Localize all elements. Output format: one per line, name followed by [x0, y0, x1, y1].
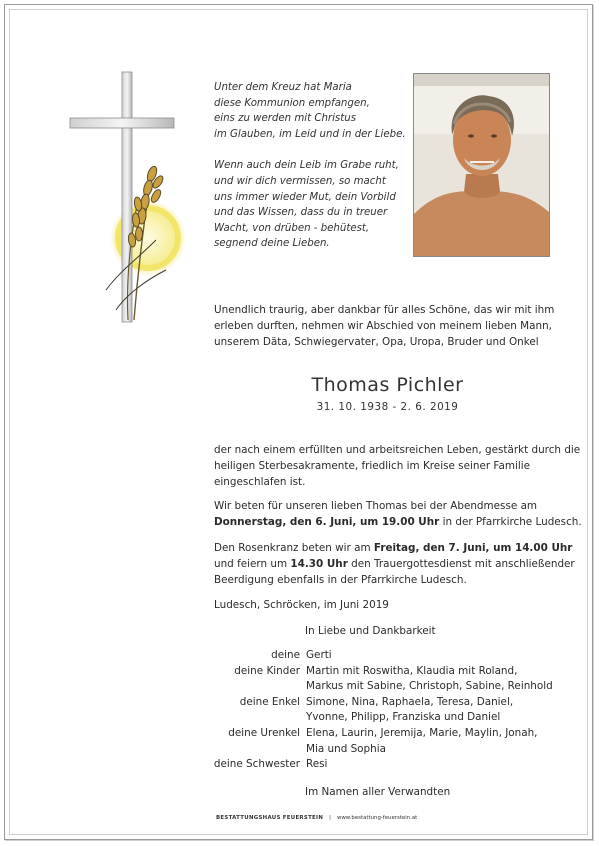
family-names	[306, 757, 580, 773]
rosary-date: Freitag, den 7. Juni, um 14.00 Uhr	[373, 542, 573, 554]
closing-phrase	[305, 623, 599, 639]
family-name-line: Martin mit Roswitha, Klaudia mit Roland,	[306, 664, 518, 677]
footer	[216, 815, 417, 821]
family-role: deine Schwester	[213, 758, 300, 771]
family-name-line: Markus mit Sabine, Christoph, Sabine, Reinhold	[306, 680, 553, 693]
poem-line: und wir dich vermissen, so macht	[214, 175, 386, 187]
cross-wheat-icon	[66, 70, 216, 340]
mass-location: in der Pfarrkirche Ludesch.	[439, 516, 582, 528]
text-line: Im Namen aller Verwandten	[305, 786, 451, 798]
text-line: der nach einem erfüllten und arbeitsreichen Leben, gestärkt durch die	[214, 444, 581, 456]
poem-line: eins zu werden mit Christus	[214, 113, 357, 125]
family-row	[200, 757, 580, 773]
portrait-photo	[413, 73, 550, 257]
poem-stanza-1	[214, 80, 404, 142]
relatives-phrase	[305, 784, 599, 800]
family-name-line: Yvonne, Philipp, Franziska und Daniel	[306, 711, 501, 724]
family-names	[306, 726, 580, 757]
family-name-line: Resi	[306, 758, 328, 771]
text-line: heiligen Sterbesakramente, friedlich im Kreise seiner Familie	[214, 460, 530, 472]
text-line	[214, 540, 574, 556]
family-list	[200, 648, 580, 773]
website-link[interactable]: www.bestattung-feuerstein.at	[336, 815, 418, 821]
text-line: Beerdigung ebenfalls in der Pfarrkirche Ludesch.	[214, 574, 467, 586]
poem-line: und das Wissen, dass du in treuer	[214, 207, 388, 219]
service-time: 14.30 Uhr	[290, 558, 348, 570]
text-line: In Liebe und Dankbarkeit	[305, 625, 436, 637]
poem-line: segnend deine Lieben.	[214, 238, 330, 250]
family-row	[200, 726, 580, 757]
funeral-home-name: BESTATTUNGSHAUS FEUERSTEIN	[216, 815, 324, 821]
family-row	[200, 664, 580, 695]
funeral-paragraph	[214, 540, 574, 588]
footer-separator: |	[329, 815, 331, 821]
passing-paragraph	[214, 442, 581, 490]
poem-line: Wacht, von drüben - behütest,	[214, 222, 370, 234]
poem-line: im Glauben, im Leid und in der Liebe.	[214, 128, 406, 140]
life-dates: 31. 10. 1938 - 2. 6. 2019	[316, 401, 459, 413]
service-details: den Trauergottesdienst mit anschließender	[347, 558, 575, 570]
family-row	[200, 648, 580, 664]
evening-mass-paragraph	[214, 498, 582, 530]
poem-line: Wenn auch dein Leib im Grabe ruht,	[214, 160, 399, 172]
place-date	[214, 597, 574, 613]
portrait-image	[414, 74, 550, 257]
family-role: deine Kinder	[234, 664, 300, 677]
family-name-line: Gerti	[306, 649, 332, 661]
text-line: eingeschlafen ist.	[214, 476, 306, 488]
intro-line: Unendlich traurig, aber dankbar für alles Schöne, das wir mit ihm	[214, 304, 555, 316]
memorial-poem	[214, 80, 404, 268]
text-line	[214, 556, 574, 572]
deceased-name: Thomas Pichler	[311, 374, 464, 396]
family-role: deine Urenkel	[228, 726, 300, 739]
text-line	[214, 514, 582, 530]
family-names	[306, 648, 580, 664]
intro-line: unserem Däta, Schwiegervater, Opa, Uropa, Bruder und Onkel	[214, 336, 539, 348]
service-intro: und feiern um	[214, 558, 291, 570]
family-names	[306, 695, 580, 726]
family-role: deine	[271, 649, 300, 661]
poem-line: uns immer wieder Mut, dein Vorbild	[214, 191, 396, 203]
poem-stanza-2	[214, 158, 404, 252]
family-role: deine Enkel	[239, 695, 300, 708]
poem-line: Unter dem Kreuz hat Maria	[214, 82, 352, 93]
family-name-line: Mia und Sophia	[306, 742, 386, 755]
family-name-line: Simone, Nina, Raphaela, Teresa, Daniel,	[306, 695, 514, 708]
text-line: Ludesch, Schröcken, im Juni 2019	[214, 599, 389, 611]
family-names	[306, 664, 580, 695]
family-row	[200, 695, 580, 726]
rosary-intro: Den Rosenkranz beten wir am	[214, 542, 374, 554]
intro-line: erleben durften, nehmen wir Abschied von meinem lieben Mann,	[214, 320, 552, 332]
family-name-line: Elena, Laurin, Jeremija, Marie, Maylin, Jonah,	[306, 726, 538, 739]
intro-text	[214, 302, 564, 350]
poem-line: diese Kommunion empfangen,	[214, 97, 370, 109]
mass-date: Donnerstag, den 6. Juni, um 19.00 Uhr	[214, 516, 440, 528]
text-line: Wir beten für unseren lieben Thomas bei der Abendmesse am	[214, 500, 538, 512]
